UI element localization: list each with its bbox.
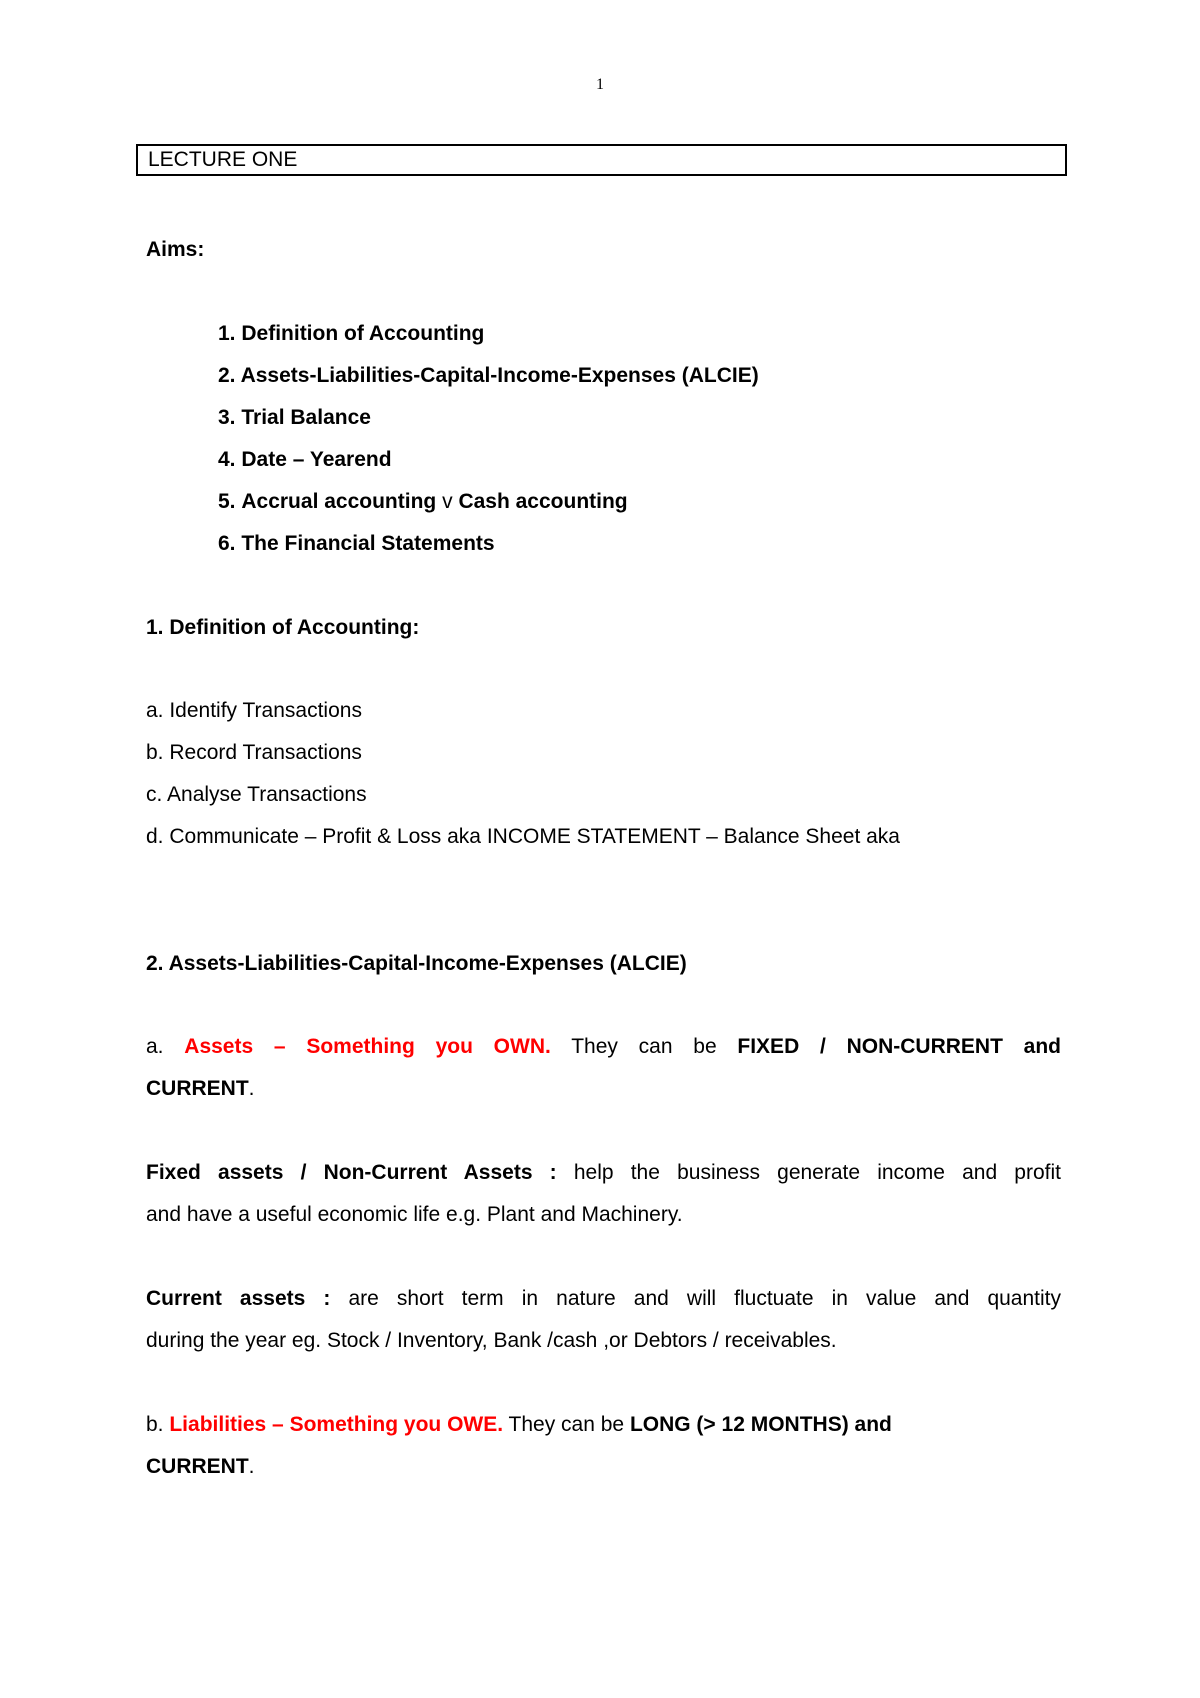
aims-heading: Aims:: [146, 238, 205, 261]
section2-heading: 2. Assets-Liabilities-Capital-Income-Expenses (ALCIE): [146, 952, 687, 975]
section1-heading: 1. Definition of Accounting:: [146, 616, 420, 639]
lecture-title-box: [136, 144, 1067, 176]
section1-item-a: a. Identify Transactions: [146, 699, 362, 722]
aims-item-2: 2. Assets-Liabilities-Capital-Income-Expenses (ALCIE): [218, 364, 759, 387]
aims-item-3: 3. Trial Balance: [218, 406, 371, 429]
liabilities-definition: Liabilities – Something you OWE.: [169, 1413, 504, 1436]
section1-item-b: b. Record Transactions: [146, 741, 362, 764]
fixed-assets-paragraph: Fixed assets / Non-Current Assets : help the business generate income and profit and have a useful economic life e.g. Plant and Machinery.: [146, 1161, 1061, 1226]
aims-item-4: 4. Date – Yearend: [218, 448, 392, 471]
aims-item-1: 1. Definition of Accounting: [218, 322, 485, 345]
section1-item-c: c. Analyse Transactions: [146, 783, 367, 806]
aims-item-5: 5. Accrual accounting v Cash accounting: [218, 490, 628, 513]
assets-paragraph: a. Assets – Something you OWN. They can be FIXED / NON-CURRENT and CURRENT.: [146, 1035, 1061, 1100]
liabilities-paragraph: b. Liabilities – Something you OWE. They can be LONG (> 12 MONTHS) and CURRENT.: [146, 1413, 892, 1478]
lecture-title: LECTURE ONE: [148, 148, 298, 171]
section1-item-d: d. Communicate – Profit & Loss aka INCOME STATEMENT – Balance Sheet aka: [146, 825, 900, 848]
aims-item-6: 6. The Financial Statements: [218, 532, 495, 555]
current-assets-paragraph: Current assets : are short term in nature and will fluctuate in value and quantity during the year eg. Stock / Inventory, Bank /cash ,or Debtors / receivables.: [146, 1287, 1061, 1352]
assets-definition: Assets – Something you OWN.: [184, 1035, 551, 1058]
page-number: 1: [596, 76, 604, 93]
